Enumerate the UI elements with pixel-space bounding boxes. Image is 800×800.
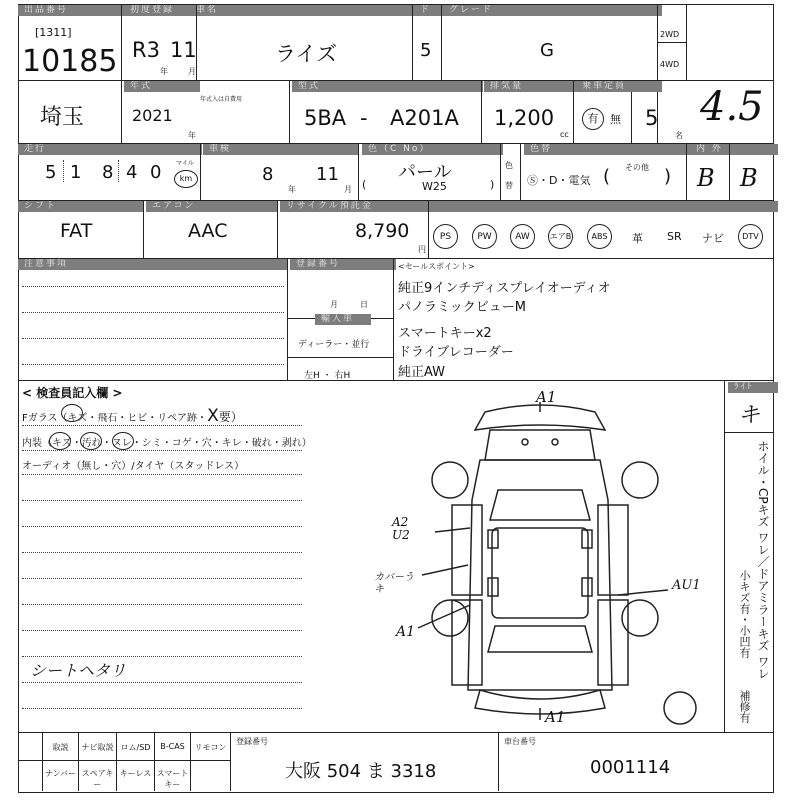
inspector-line (22, 500, 302, 501)
header-bar (430, 201, 778, 212)
divider (498, 732, 499, 791)
capacity: 5 (645, 106, 659, 130)
divider (412, 4, 413, 80)
header-bar: ド (414, 5, 444, 16)
insp-tsuki: 月 (344, 185, 352, 194)
label-keyless: キーレス (119, 769, 152, 778)
header-bar: 年式 (124, 81, 200, 92)
header-bar: 色替 (524, 144, 690, 155)
divider (393, 258, 394, 380)
cc-unit: cc (560, 130, 569, 139)
inspector-line (22, 552, 302, 553)
inspector-line (22, 450, 302, 451)
header-bar: 登録番号 (290, 259, 396, 270)
mark-right: AU1 (672, 578, 701, 593)
header-bar: 内 外 (690, 144, 778, 155)
equip-abs: ABS (587, 224, 612, 249)
sales-point: ドライブレコーダー (398, 345, 514, 360)
inspector-line (22, 425, 302, 426)
equip-navi: ナビ (702, 232, 724, 245)
divider (287, 357, 393, 358)
reg-month: 11 (170, 38, 197, 62)
lot-number: 10185 (22, 44, 118, 79)
flag-no: 無 (610, 113, 621, 126)
divider (686, 143, 687, 200)
divider (573, 80, 574, 143)
mileage-d4: 4 (126, 162, 138, 183)
inspector-line (22, 578, 302, 579)
header-bar: 乗車定員 (576, 81, 662, 92)
grade-value: G (540, 40, 554, 61)
label-bcas: B-CAS (160, 742, 185, 751)
color-change-open: ( (603, 166, 611, 187)
lot-code: [1311] (35, 26, 72, 39)
vertical-note-sub1: 小キズ有・小凹有 (738, 570, 751, 658)
mileage-d3: 8 (102, 162, 114, 183)
header-bar: 排気量 (484, 81, 576, 92)
tsuki-label: 月 (188, 67, 196, 76)
sales-point: 純正AW (398, 365, 446, 380)
header-bar: 型式 (292, 81, 483, 92)
header-bar: グレード (443, 5, 662, 16)
inspector-line (22, 526, 302, 527)
right-code: キ (738, 403, 761, 428)
mileage-sep (118, 160, 119, 182)
header-bar: エアコン (146, 201, 278, 212)
prefecture: 埼玉 (40, 105, 85, 130)
inspector-line-interior: 内装（キズ・汚れ・ヌレ・シミ・コゲ・穴・キレ・破れ・剥れ） (22, 438, 312, 449)
divider (121, 4, 122, 143)
label-rom-sd: ロム/SD (120, 743, 151, 752)
mileage-d1: 5 (45, 162, 57, 183)
divider (631, 92, 632, 143)
divider (729, 143, 730, 200)
header-bar: 出品番号 (18, 5, 124, 16)
shift-type: FAT (60, 220, 93, 242)
divider (289, 80, 290, 143)
header-bar: ﾗｲﾄ (728, 382, 778, 393)
model-name: ライズ (275, 42, 338, 66)
sales-point: スマートキーx2 (398, 326, 492, 341)
model-code: A201A (390, 106, 459, 130)
color-label-1: 色 (505, 161, 513, 170)
circle-mark (80, 432, 102, 450)
equip-sunroof: SR (667, 230, 682, 243)
color-name: パール (398, 162, 452, 183)
equip-airbag: エアB (548, 224, 573, 249)
divider (686, 4, 687, 80)
chassis-number: 0001114 (590, 757, 671, 778)
reg-day-label: 日 (360, 300, 368, 309)
header-bar: 注意事項 (18, 259, 288, 270)
equip-aw: AW (510, 224, 535, 249)
sales-point: 純正9インチディスプレイオーディオ (398, 281, 611, 296)
circle-mark (49, 432, 71, 450)
note-line (22, 338, 284, 339)
color-change-other: その他 (625, 163, 649, 172)
mileage-d5: 0 (150, 162, 162, 183)
sales-header: <セールスポイント> (398, 262, 475, 271)
km-text: km (179, 174, 193, 183)
divider (18, 760, 230, 761)
header-bar: 色（C No） (362, 144, 503, 155)
reg-month-label: 月 (330, 300, 338, 309)
vertical-note-main: ホイル・CPキズ ワレ／ドアミラーキズ ワレ (756, 440, 770, 680)
mark-rear: A1 (545, 708, 566, 726)
note-line (22, 364, 284, 365)
flag-yes (582, 108, 604, 130)
color-label-2: 替 (505, 181, 513, 190)
mileage-d2: 1 (70, 162, 82, 183)
divider (500, 143, 501, 200)
divider (358, 143, 359, 200)
drive-2wd: 2WD (660, 30, 680, 39)
note-line (22, 286, 284, 287)
era-year: R3 (132, 38, 160, 62)
mile-label: マイル (176, 160, 194, 167)
header-bar: シフト (18, 201, 144, 212)
inspector-line (22, 656, 302, 657)
inspector-line (22, 604, 302, 605)
capacity-unit: 名 (675, 131, 683, 140)
door-count: 5 (420, 40, 432, 61)
header-bar: 走行 (18, 144, 202, 155)
equip-pw: PW (472, 224, 497, 249)
overall-score: 4.5 (700, 84, 764, 130)
row-line (18, 380, 773, 381)
mark-front: A1 (536, 388, 557, 406)
mark-left-mid: カバーうキ (374, 572, 414, 595)
glass-mark: X (207, 406, 219, 426)
divider (116, 732, 117, 791)
header-bar: リサイクル預託金 (280, 201, 432, 212)
divider (520, 143, 521, 200)
inspector-line (22, 682, 302, 683)
recycle-unit: 円 (418, 245, 426, 254)
equip-dtv: DTV (738, 224, 763, 249)
aircon-type: AAC (188, 220, 228, 242)
inspector-line-glass (22, 406, 243, 426)
inspection-month: 11 (316, 164, 339, 185)
equip-ps: PS (433, 224, 458, 249)
divider (724, 432, 773, 433)
header-bar: 車検 (203, 144, 359, 155)
divider (441, 4, 442, 80)
vertical-note-sub2: 補修有 (738, 690, 751, 723)
divider (190, 732, 191, 791)
label-manual: 取説 (52, 743, 69, 752)
km-label (174, 170, 198, 188)
divider (200, 143, 201, 200)
plate-number: 大阪 504 ま 3318 (285, 761, 437, 782)
drive-4wd: 4WD (660, 60, 680, 69)
circle-mark (61, 404, 83, 422)
model-dash: - (360, 106, 368, 130)
flag-yes-label: 有 (587, 112, 599, 125)
exterior-score: B (740, 164, 758, 192)
dealer-parallel: ディーラー・並行 (298, 340, 370, 350)
label-remote: リモコン (194, 743, 227, 752)
mark-left-lower: A1 (396, 624, 416, 640)
recycle-fee: 8,790 (355, 220, 410, 242)
row-line (18, 732, 773, 733)
handwritten-note: シートヘタリ (30, 661, 127, 680)
handle-side: 左H ・ 右H (304, 371, 351, 381)
divider (287, 258, 288, 380)
nen-label: 年 (160, 67, 168, 76)
label-smart-key: スマートキー (156, 769, 189, 789)
chassis-title: 車台番号 (504, 737, 536, 746)
label-navi-manual: ナビ取説 (81, 743, 114, 752)
note-line (22, 312, 284, 313)
sales-point: パノラミックビューM (398, 300, 526, 315)
circle-mark (112, 432, 134, 450)
label-number: ナンバー (44, 769, 77, 778)
glass-prefix: Fガラス（キズ・飛石・ヒビ・リペア跡・ (22, 413, 208, 424)
reg-number-title: 登録番号 (236, 737, 268, 746)
year-note: 年式入は自費用 (200, 96, 243, 103)
year-nen-label: 年 (188, 131, 196, 140)
equip-leather: 革 (632, 232, 643, 245)
divider (277, 200, 278, 258)
divider (428, 200, 429, 258)
inspector-line (22, 630, 302, 631)
color-change-close: ) (664, 166, 672, 187)
divider (481, 80, 482, 143)
label-spare-key: スペアキー (81, 769, 114, 789)
glass-suffix: 要） (218, 410, 243, 424)
color-change-options: Ⓢ・D・電気 (527, 174, 591, 187)
divider (42, 732, 43, 791)
inspector-line-audio: オーディオ（無し・穴）/タイヤ（スタッドレス） (22, 461, 245, 472)
divider (230, 732, 231, 791)
inspector-line (22, 708, 302, 709)
divider (657, 42, 686, 43)
mileage-sep (63, 160, 64, 182)
color-code: W25 (422, 180, 447, 193)
inspector-line (22, 474, 302, 475)
displacement: 1,200 (494, 106, 555, 130)
interior-score: B (697, 164, 715, 192)
header-bar: 初度登録 車名 (124, 5, 415, 16)
car-diagram (380, 390, 710, 730)
color-paren-open: ( (362, 178, 367, 191)
divider (143, 200, 144, 258)
insp-nen: 年 (288, 185, 296, 194)
inspector-title: < 検査員記入欄 > (22, 386, 123, 400)
color-paren-close: ) (490, 178, 495, 191)
inspection-year: 8 (262, 164, 274, 185)
import-bar: 輸入車 (315, 314, 371, 325)
model-prefix: 5BA (304, 106, 347, 130)
mark-left-upper: A2 U2 (392, 515, 410, 542)
first-reg-year: 2021 (132, 106, 173, 125)
